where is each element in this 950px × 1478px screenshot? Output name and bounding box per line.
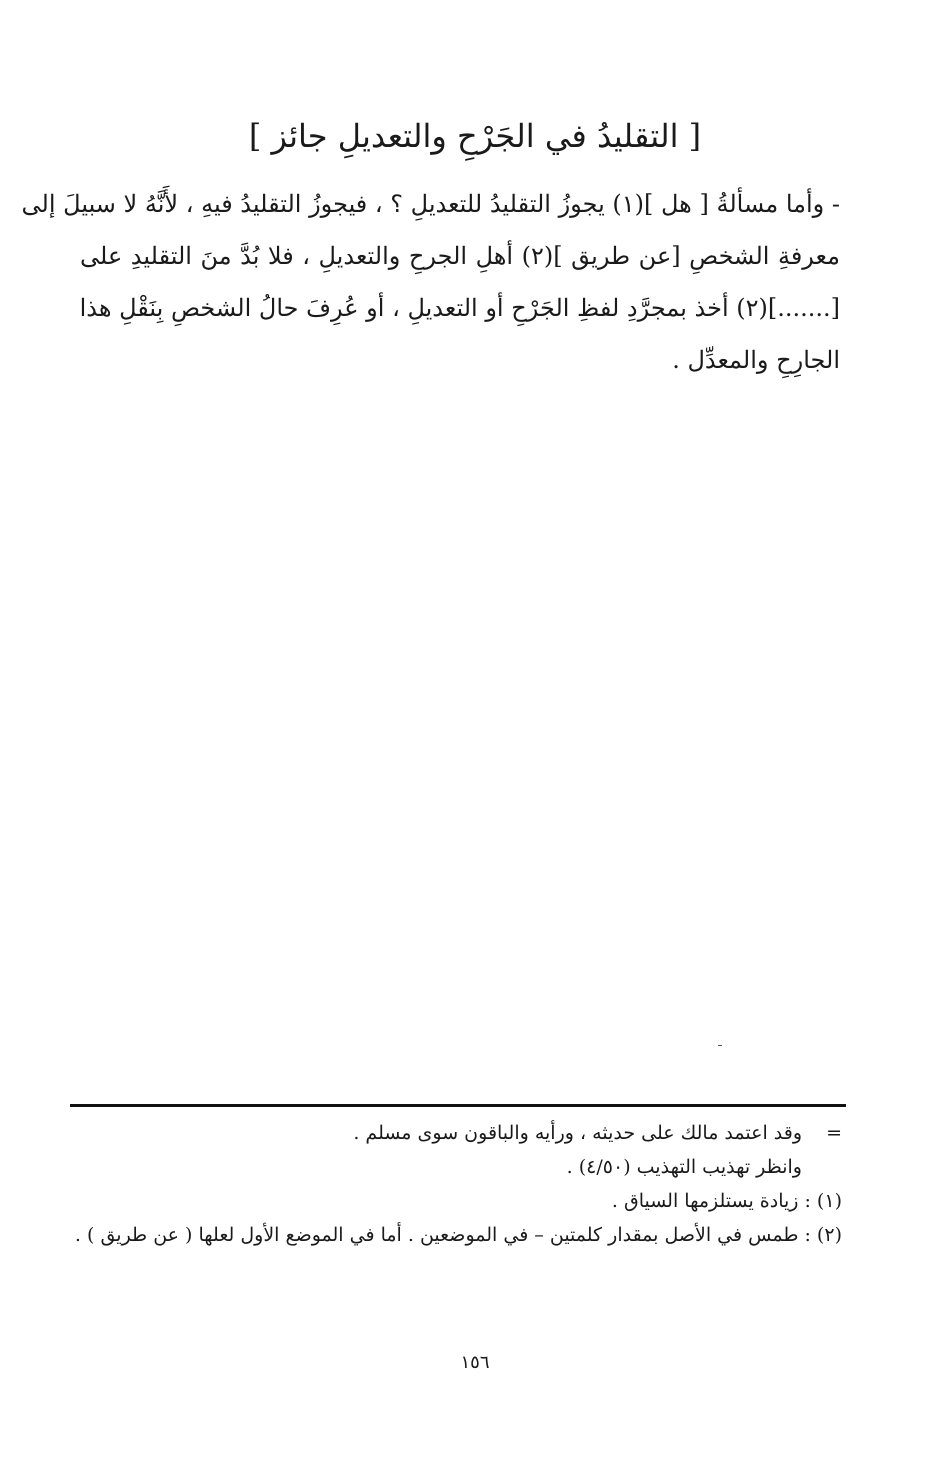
footnote-1: (١) : زيادة يستلزمها السياق . [611, 1190, 842, 1212]
body-line-4: الجارِحِ والمعدِّل . [672, 346, 840, 374]
continuation-mark: = [826, 1122, 842, 1144]
body-paragraph [21, 178, 840, 386]
scan-speck [718, 1045, 722, 1046]
footnote-2: (٢) : طمس في الأصل بمقدار كلمتين – في الموضعين . أما في الموضع الأول لعلها ( عن طريق ) . [74, 1224, 842, 1246]
body-line-3: [.......](٢) أخذ بمجرَّدِ لفظِ الجَرْحِ أو التعديلِ ، أو عُرِفَ حالُ الشخصِ بِنَقْلِ هذا [79, 294, 840, 322]
continuation-text: وقد اعتمد مالك على حديثه ، ورأيه والباقون سوى مسلم . [353, 1122, 802, 1144]
see-also-text: وانظر تهذيب التهذيب (٤/٥٠) . [566, 1156, 802, 1178]
body-line-1: - وأما مسألةُ [ هل ](١) يجوزُ التقليدُ للتعديلِ ؟ ، فيجوزُ التقليدُ فيهِ ، لأَنَّهُ لا سبيلَ إلى [21, 190, 840, 218]
footnote-continuation [150, 1116, 842, 1150]
footnotes-block [74, 1116, 842, 1252]
page-number: ١٥٦ [460, 1352, 490, 1373]
body-line-2: معرفةِ الشخصِ [عن طريق ](٢) أهلِ الجرحِ والتعديلِ ، فلا بُدَّ منَ التقليدِ على [80, 242, 840, 270]
footnote-divider [70, 1104, 846, 1107]
section-heading: [ التقليدُ في الجَرْحِ والتعديلِ جائز ] [248, 117, 702, 155]
footnote-see-also [150, 1150, 842, 1184]
